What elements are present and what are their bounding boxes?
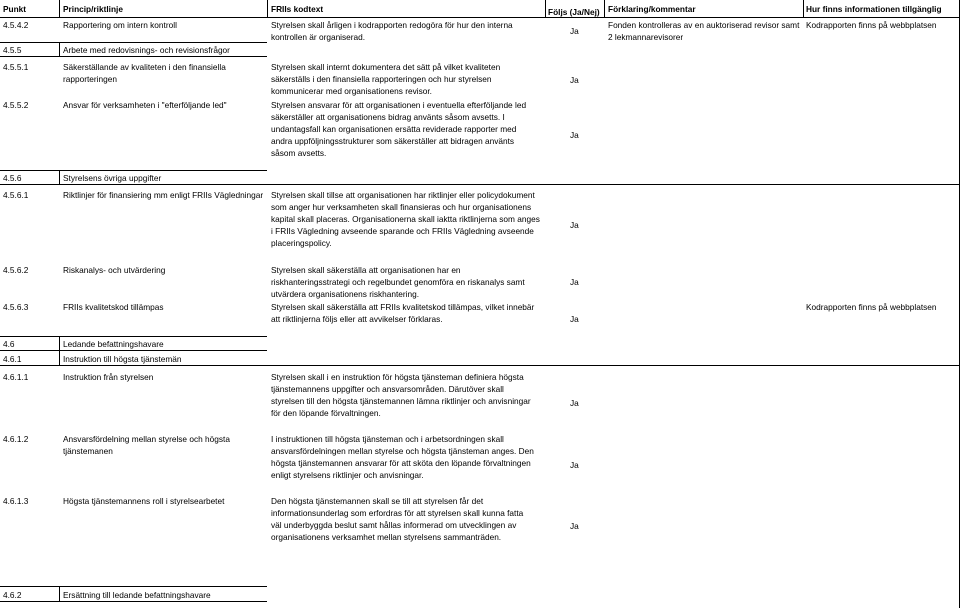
row-number: 4.5.6.1 <box>3 190 29 200</box>
col-line <box>803 0 804 17</box>
col-line <box>545 0 546 17</box>
row-number: 4.5.5.2 <box>3 100 29 110</box>
row-principle-line: rapporteringen <box>63 74 117 84</box>
row-number: 4.5.6.3 <box>3 302 29 312</box>
section-number: 4.6.2 <box>3 590 22 600</box>
row-text-line: Styrelsen skall säkerställa att organisationen har en <box>271 265 461 275</box>
row-text-line: I instruktionen till högsta tjänsteman och i arbetsordningen skall <box>271 434 504 444</box>
row-text-line: enligt styrelsens riktlinjer och anvisningar. <box>271 470 424 480</box>
row-principle: Riktlinjer för finansiering mm enligt FRIIs Vägledningar <box>63 190 264 200</box>
section-title: Styrelsens övriga uppgifter <box>63 173 162 183</box>
row-text-line: placeringspolicy. <box>271 238 332 248</box>
col-line <box>59 336 60 366</box>
row-where: Kodrapporten finns på webbplatsen <box>806 20 937 30</box>
column-header-punkt: Punkt <box>3 4 27 14</box>
row-text-line: ansvarsfördelningen mellan styrelse och högsta tjänsteman anges. Den <box>271 446 534 456</box>
section-number: 4.6.1 <box>3 354 22 364</box>
section-title: Instruktion till högsta tjänstemän <box>63 354 182 364</box>
row-comment-line: 2 lekmannarevisorer <box>608 32 684 42</box>
row-where: Kodrapporten finns på webbplatsen <box>806 302 937 312</box>
row-text-line: Styrelsen skall internt dokumentera det sätt på vilket kvaliteten <box>271 62 501 72</box>
row-text-line: andra uppföljningsstrukturer som säkerställer att bidragen använts <box>271 136 515 146</box>
column-header-foljs: Följs (Ja/Nej) <box>548 7 600 17</box>
column-header-forklaring: Förklaring/kommentar <box>608 4 696 14</box>
column-header-princip: Princip/riktlinje <box>63 4 123 14</box>
row-principle: Ansvar för verksamheten i "efterföljande led" <box>63 100 227 110</box>
row-follows: Ja <box>570 277 579 287</box>
row-text-line: högsta tjänstemannen ansvarar för att sköta den löpande förvaltningen <box>271 458 531 468</box>
row-text-line: kommunicerar med organisationens revisor. <box>271 86 432 96</box>
row-text-line: väl underbyggda beslut samt hållas informerad om utvecklingen av <box>271 520 517 530</box>
row-text-line: för den löpande förvaltningen. <box>271 408 381 418</box>
row-follows: Ja <box>570 75 579 85</box>
row-text-line: kapital skall placeras. Organisationerna skall iaktta riktlinjerna som anges <box>271 214 540 224</box>
row-text-line: kontrollen är organiserad. <box>271 32 366 42</box>
section-number: 4.5.5 <box>3 45 22 55</box>
col-line <box>59 0 60 17</box>
row-comment-line: Fonden kontrolleras av en auktoriserad revisor samt <box>608 20 800 30</box>
row-text-line: utvärdera organisationens riskhantering. <box>271 289 420 299</box>
row-text-line: Styrelsen skall säkerställa att FRIIs kvalitetskod tillämpas, vilket innebär <box>271 302 535 312</box>
row-principle: Instruktion från styrelsen <box>63 372 154 382</box>
row-follows: Ja <box>570 26 579 36</box>
row-text-line: att riktlinjerna följs eller att avvikelser förklaras. <box>271 314 443 324</box>
row-follows: Ja <box>570 130 579 140</box>
row-number: 4.6.1.3 <box>3 496 29 506</box>
row-follows: Ja <box>570 460 579 470</box>
row-number: 4.6.1.2 <box>3 434 29 444</box>
row-number: 4.5.4.2 <box>3 20 29 30</box>
section-title: Ledande befattningshavare <box>63 339 164 349</box>
row-text-line: i FRIIs Vägledning avseende sparande och FRIIs Vägledning avseende <box>271 226 534 236</box>
column-header-hur: Hur finns informationen tillgänglig <box>806 4 942 14</box>
row-follows: Ja <box>570 521 579 531</box>
row-principle-line: Ansvarsfördelning mellan styrelse och högsta <box>63 434 230 444</box>
row-text-line: Styrelsen skall i en instruktion för högsta tjänsteman definiera högsta <box>271 372 524 382</box>
row-follows: Ja <box>570 398 579 408</box>
row-text-line: Styrelsen skall tillse att organisationen har riktlinjer eller policydokument <box>271 190 535 200</box>
row-text-line: säkerställer att organisationens bidrag använts såsom avsetts. I <box>271 112 505 122</box>
row-text-line: Styrelsen ansvarar för att organisationen i eventuella efterföljande led <box>271 100 527 110</box>
row-follows: Ja <box>570 314 579 324</box>
section-top-line <box>0 336 267 337</box>
section-top-line <box>0 586 267 587</box>
col-line <box>267 0 268 17</box>
row-text-line: riskhanteringsstrategi och regelbundet genomföra en riskanalys samt <box>271 277 525 287</box>
col-line <box>604 0 605 17</box>
row-principle: Riskanalys- och utvärdering <box>63 265 166 275</box>
row-principle-line: Säkerställande av kvaliteten i den finansiella <box>63 62 226 72</box>
row-text-line: informationsunderlag som erfordras för att styrelsen skall kunna fatta <box>271 508 524 518</box>
row-text-line: Styrelsen skall årligen i kodrapporten redogöra för hur den interna <box>271 20 513 30</box>
row-number: 4.5.5.1 <box>3 62 29 72</box>
row-text-line: undantagsfall kan organisationen ersätta reviderade rapporter med <box>271 124 517 134</box>
row-principle-line: tjänstemanen <box>63 446 113 456</box>
row-principle: Högsta tjänstemannens roll i styrelsearbetet <box>63 496 225 506</box>
section-number: 4.6 <box>3 339 15 349</box>
section-number: 4.5.6 <box>3 173 22 183</box>
col-line <box>59 586 60 602</box>
section-top-line <box>0 42 267 43</box>
row-text-line: styrelsen till den högsta tjänstemannen lämna riktlinjer och anvisningar <box>271 396 531 406</box>
row-principle: FRIIs kvalitetskod tillämpas <box>63 302 164 312</box>
header-divider <box>0 17 960 18</box>
row-text-line: som anger hur verksamheten skall finansieras och hur organisationens <box>271 202 532 212</box>
row-number: 4.5.6.2 <box>3 265 29 275</box>
row-text-line: tjänstemannens uppgifter och ansvarsområden. Därutöver skall <box>271 384 504 394</box>
section-title: Ersättning till ledande befattningshavare <box>63 590 211 600</box>
row-text-line: organisationens verksamhet mellan styrelsens sammanträden. <box>271 532 502 542</box>
section-title: Arbete med redovisnings- och revisionsfrågor <box>63 45 230 55</box>
row-principle: Rapportering om intern kontroll <box>63 20 177 30</box>
row-follows: Ja <box>570 220 579 230</box>
row-text-line: såsom avsetts. <box>271 148 327 158</box>
section-top-line <box>0 170 267 171</box>
col-line <box>59 170 60 185</box>
row-number: 4.6.1.1 <box>3 372 29 382</box>
col-line <box>59 42 60 57</box>
column-header-kodtext: FRIIs kodtext <box>271 4 324 14</box>
row-text-line: Den högsta tjänstemannen skall se till att styrelsen får det <box>271 496 484 506</box>
row-text-line: säkerställs i den finansiella rapporteringen och hur styrelsen <box>271 74 492 84</box>
